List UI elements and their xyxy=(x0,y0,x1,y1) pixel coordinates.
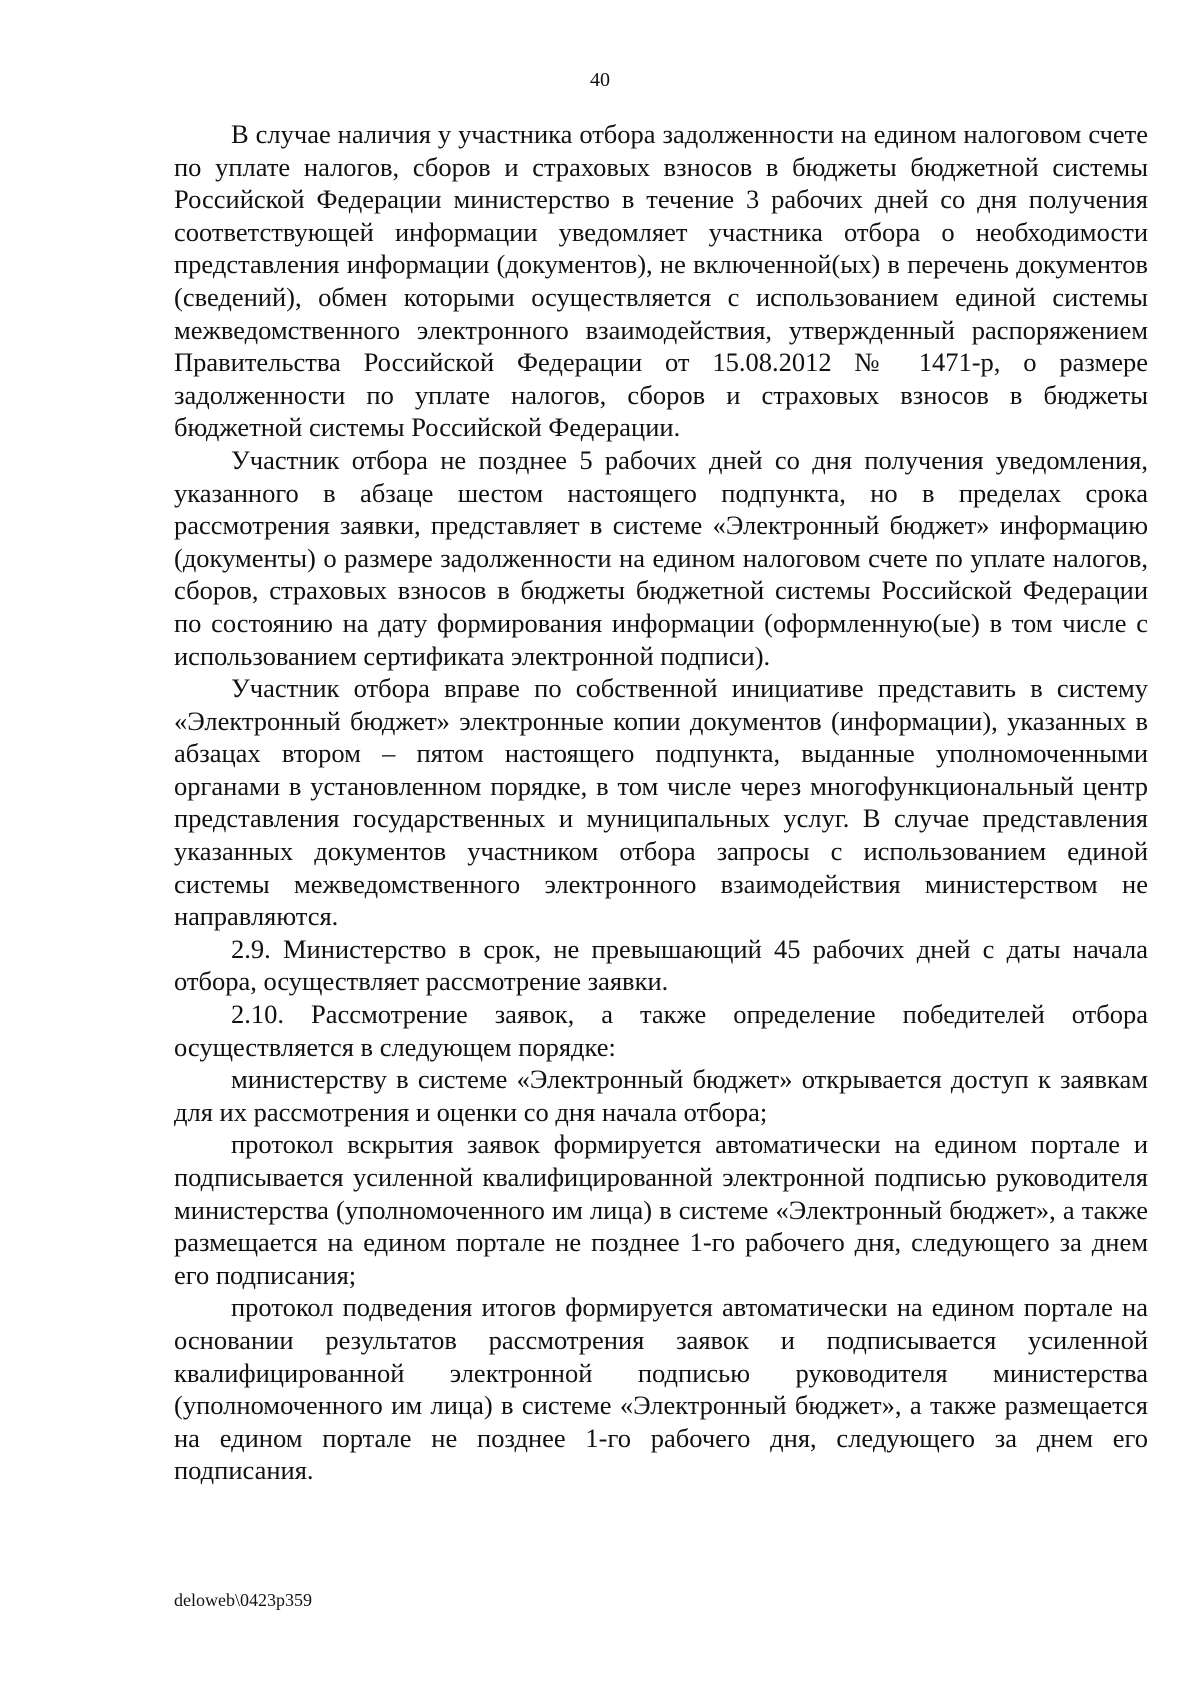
paragraph-participant-response: Участник отбора не позднее 5 рабочих дней со дня получения уведомления, указанного в абзаце шестом настоящего подпункта, но в пределах срока рассмотрения заявки, представляет в системе «Электронный бюджет» информацию (документы) о размере задолженности на едином налоговом счете по уплате налогов, сборов, страховых взносов в бюджеты бюджетной системы Российской Федерации по состоянию на дату формирования информации (оформленную(ые) в том числе с использованием сертификата электронной подписи). xyxy=(174,444,1148,671)
page-number: 40 xyxy=(590,69,610,91)
document-footer-code: deloweb\0423p359 xyxy=(174,1590,312,1610)
paragraph-tax-debt-notice: В случае наличия у участника отбора задолженности на едином налоговом счете по уплате налогов, сборов и страховых взносов в бюджеты бюджетной системы Российской Федерации министерство в течение 3 рабочих дней со дня получения соответствующей информации уведомляет участника отбора о необходимости представления информации (документов), не включенной(ых) в перечень документов (сведений), обмен которыми осуществляется с использованием единой системы межведомственного электронного взаимодействия, утвержденный распоряжением Правительства Российской Федерации от 15.08.2012 № 1471-р, о размере задолженности по уплате налогов, сборов и страховых взносов в бюджеты бюджетной системы Российской Федерации. xyxy=(174,119,1148,443)
paragraph-participant-own-initiative: Участник отбора вправе по собственной инициативе представить в систему «Электронный бюджет» электронные копии документов (информации), указанных в абзацах втором – пятом настоящего подпункта, выданные уполномоченными органами в установленном порядке, в том числе через многофункциональный центр представления государственных и муниципальных услуг. В случае представления указанных документов участником отбора запросы с использованием единой системы межведомственного электронного взаимодействия министерством не направляются. xyxy=(174,673,1148,932)
paragraph-2-9: 2.9. Министерство в срок, не превышающий 45 рабочих дней с даты начала отбора, осуществляет рассмотрение заявки. xyxy=(174,933,1148,997)
document-body xyxy=(174,118,1148,1487)
paragraph-access-to-applications: министерству в системе «Электронный бюджет» открывается доступ к заявкам для их рассмотрения и оценки со дня начала отбора; xyxy=(174,1064,1148,1127)
paragraph-opening-protocol: протокол вскрытия заявок формируется автоматически на едином портале и подписывается усиленной квалифицированной электронной подписью руководителя министерства (уполномоченного им лица) в системе «Электронный бюджет», а также размещается на едином портале не позднее 1-го рабочего дня, следующего за днем его подписания; xyxy=(174,1129,1148,1290)
paragraph-2-10: 2.10. Рассмотрение заявок, а также определение победителей отбора осуществляется в следующем порядке: xyxy=(174,999,1148,1062)
paragraph-results-protocol: протокол подведения итогов формируется автоматически на едином портале на основании результатов рассмотрения заявок и подписывается усиленной квалифицированной электронной подписью руководителя министерства (уполномоченного им лица) в системе «Электронный бюджет», а также размещается на едином портале не позднее 1-го рабочего дня, следующего за днем его подписания. xyxy=(174,1292,1148,1486)
